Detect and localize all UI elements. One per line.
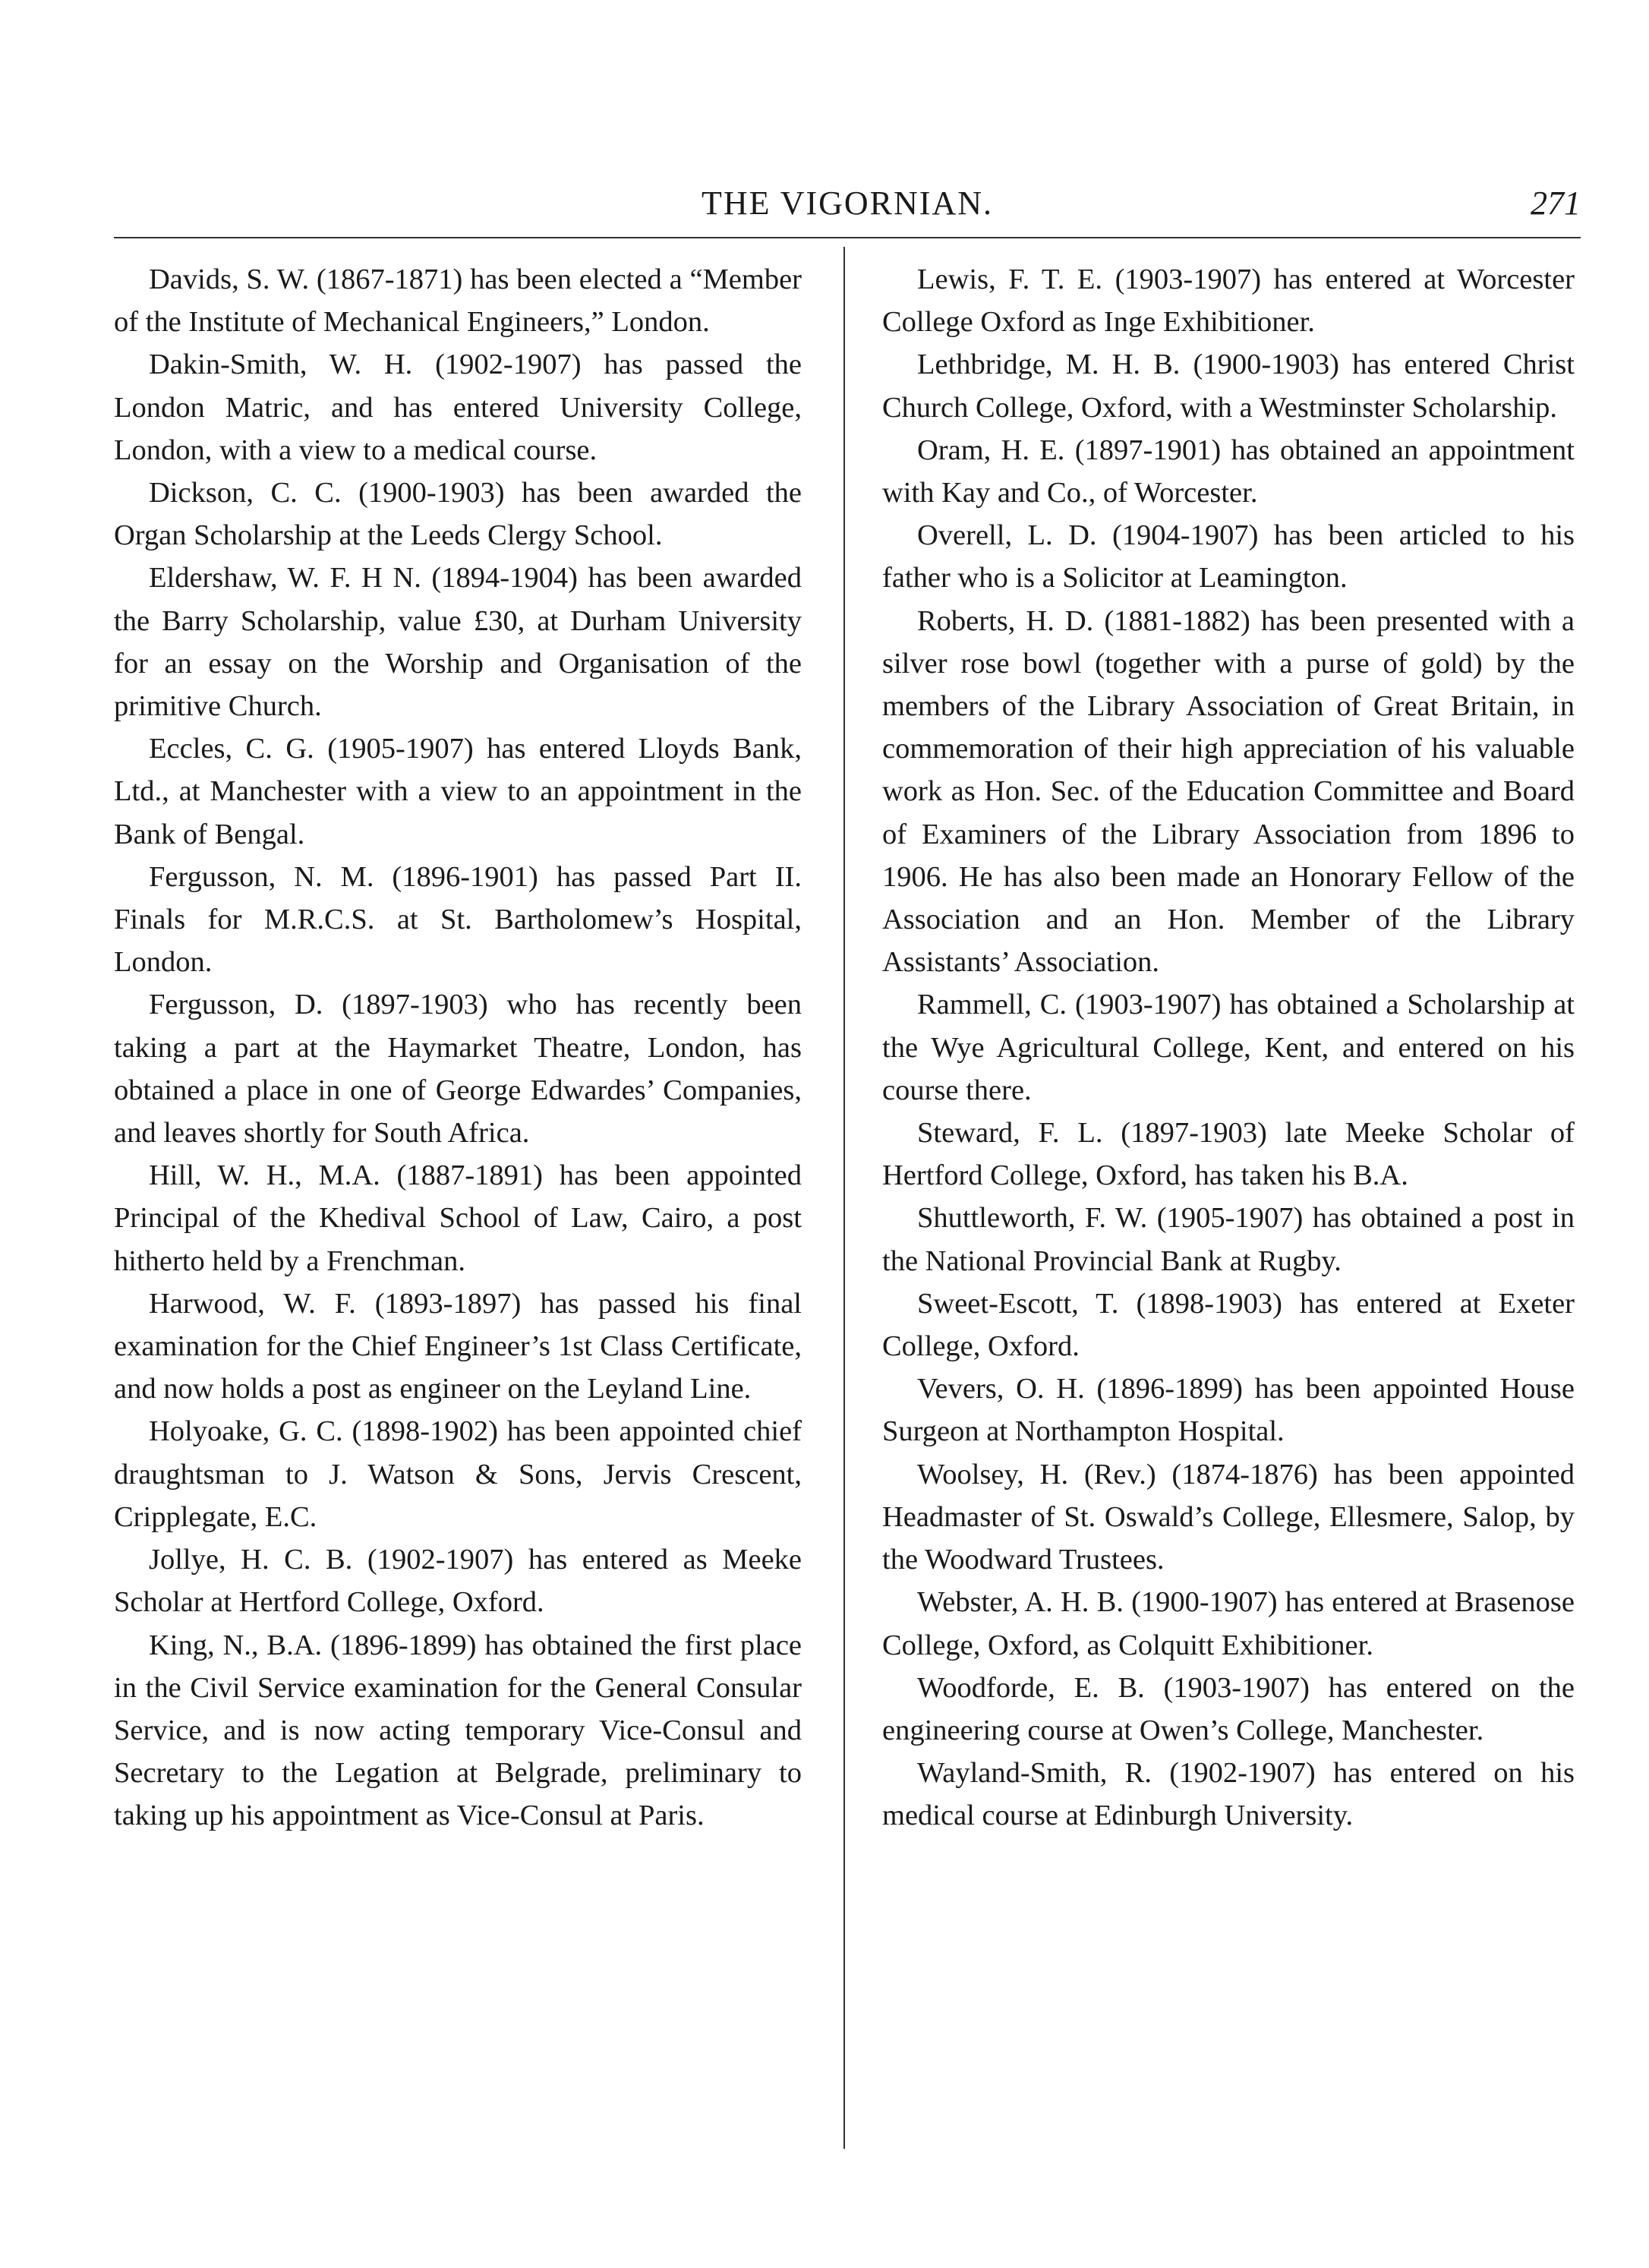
entry-jollye: Jollye, H. C. B. (1902-1907) has entered as Meeke Scholar at Hertford College, Oxford.	[114, 1544, 802, 1619]
entry-rammell: Rammell, C. (1903-1907) has obtained a Scholarship at the Wye Agricultural College, Kent, and entered on his course there.	[882, 989, 1575, 1106]
entry-fergusson-d: Fergusson, D. (1897-1903) who has recently been taking a part at the Haymarket Theatre, London, has obtained a place in one of George Edwardes’ Companies, and leaves shortly for South Africa.	[114, 989, 802, 1150]
entry-webster: Webster, A. H. B. (1900-1907) has entered at Brasenose College, Oxford, as Colquitt Exhibitioner.	[882, 1586, 1575, 1661]
entry-woodforde: Woodforde, E. B. (1903-1907) has entered on the engineering course at Owen’s College, Manchester.	[882, 1671, 1575, 1746]
entry-woolsey: Woolsey, H. (Rev.) (1874-1876) has been appointed Headmaster of St. Oswald’s College, Ellesmere, Salop, by the Woodward Trustees.	[882, 1458, 1575, 1576]
running-title: THE VIGORNIAN.	[701, 185, 994, 222]
entry-holyoake: Holyoake, G. C. (1898-1902) has been appointed chief draughtsman to J. Watson & Sons, Jervis Crescent, Cripplegate, E.C.	[114, 1415, 802, 1533]
entry-steward: Steward, F. L. (1897-1903) late Meeke Scholar of Hertford College, Oxford, has taken his B.A.	[882, 1117, 1575, 1192]
entry-fergusson-n: Fergusson, N. M. (1896-1901) has passed Part II. Finals for M.R.C.S. at St. Bartholomew’s Hospital, London.	[114, 860, 802, 979]
entry-vevers: Vevers, O. H. (1896-1899) has been appointed House Surgeon at Northampton Hospital.	[882, 1373, 1575, 1448]
entry-wayland-smith: Wayland-Smith, R. (1902-1907) has entered on his medical course at Edinburgh University.	[882, 1757, 1575, 1832]
entry-lewis: Lewis, F. T. E. (1903-1907) has entered at Worcester College Oxford as Inge Exhibitioner.	[882, 263, 1575, 339]
entry-eccles: Eccles, C. G. (1905-1907) has entered Lloyds Bank, Ltd., at Manchester with a view to an appointment in the Bank of Bengal.	[114, 733, 802, 850]
page-number: 271	[1531, 185, 1581, 222]
entry-roberts: Roberts, H. D. (1881-1882) has been presented with a silver rose bowl (together with a purse of gold) by the members of the Library Association of Great Britain, in commemoration of their high appreciation of his valuable work as Hon. Sec. of the Education Committee and Board of Examiners of the Library Association from 1896 to 1906. He has also been made an Honorary Fellow of the Association and an Hon. Member of the Library Assistants’ Association.	[882, 604, 1575, 979]
column-divider	[843, 247, 845, 2149]
left-column	[114, 258, 802, 1837]
entry-sweet-escott: Sweet-Escott, T. (1898-1903) has entered at Exeter College, Oxford.	[882, 1287, 1575, 1363]
entry-dickson: Dickson, C. C. (1900-1903) has been awarded the Organ Scholarship at the Leeds Clergy School.	[114, 477, 802, 552]
entry-overell: Overell, L. D. (1904-1907) has been articled to his father who is a Solicitor at Leamington.	[882, 519, 1575, 595]
page-header	[114, 184, 1581, 237]
entry-harwood: Harwood, W. F. (1893-1897) has passed his final examination for the Chief Engineer’s 1st Class Certificate, and now holds a post as engineer on the Leyland Line.	[114, 1287, 802, 1405]
entry-eldershaw: Eldershaw, W. F. H N. (1894-1904) has been awarded the Barry Scholarship, value £30, at Durham University for an essay on the Worship and Organisation of the primitive Church.	[114, 562, 802, 723]
entry-king: King, N., B.A. (1896-1899) has obtained the first place in the Civil Service examination for the General Consular Service, and is now acting temporary Vice-Consul and Secretary to the Legation at Belgrade, preliminary to taking up his appointment as Vice-Consul at Paris.	[114, 1629, 802, 1832]
entry-hill: Hill, W. H., M.A. (1887-1891) has been appointed Principal of the Khedival School of Law, Cairo, a post hitherto held by a Frenchman.	[114, 1159, 802, 1277]
entry-dakin-smith: Dakin-Smith, W. H. (1902-1907) has passed the London Matric, and has entered University College, London, with a view to a medical course.	[114, 349, 802, 466]
right-column	[882, 258, 1575, 1837]
entry-lethbridge: Lethbridge, M. H. B. (1900-1903) has entered Christ Church College, Oxford, with a Westminster Scholarship.	[882, 349, 1575, 424]
entry-shuttleworth: Shuttleworth, F. W. (1905-1907) has obtained a post in the National Provincial Bank at Rugby.	[882, 1202, 1575, 1277]
entry-oram: Oram, H. E. (1897-1901) has obtained an appointment with Kay and Co., of Worcester.	[882, 434, 1575, 509]
entry-davids: Davids, S. W. (1867-1871) has been elected a “Member of the Institute of Mechanical Engineers,” London.	[114, 263, 802, 339]
header-rule	[114, 237, 1581, 238]
